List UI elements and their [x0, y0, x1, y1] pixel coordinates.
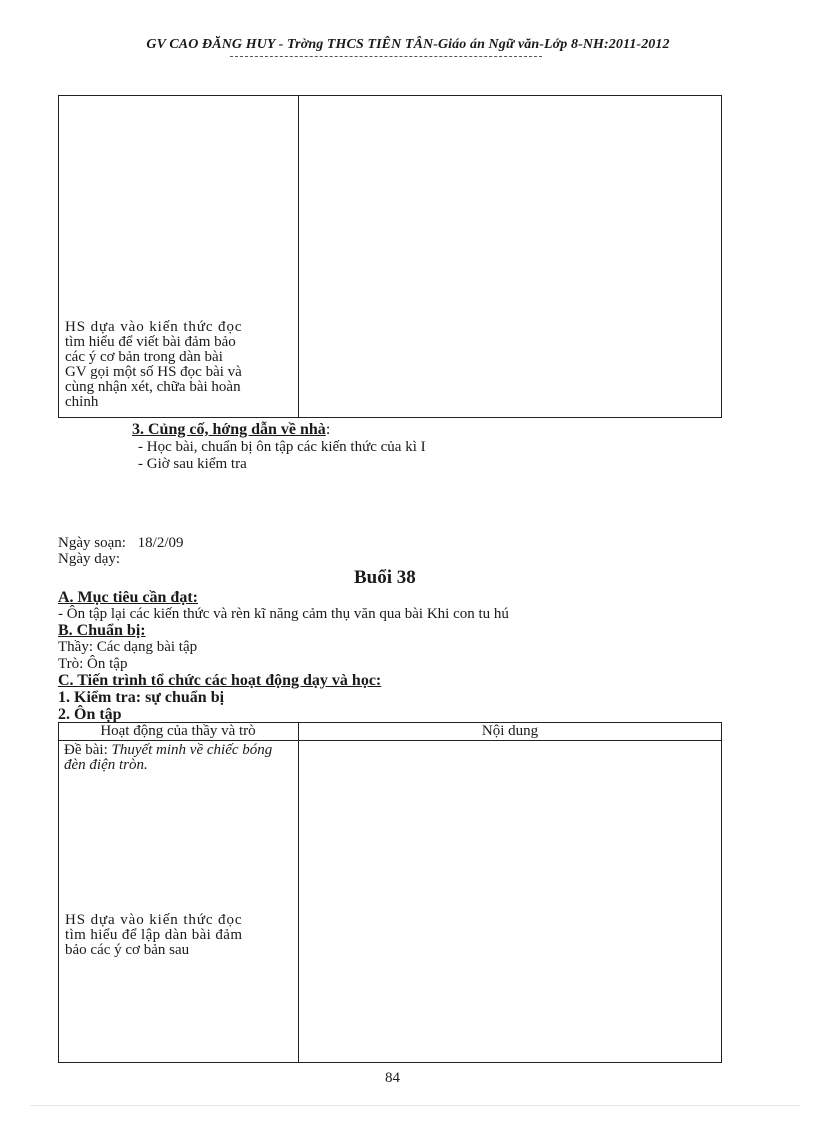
header-divider	[230, 56, 542, 57]
consolidate-colon: :	[325, 421, 331, 438]
prep-date-label: Ngày soạn:	[58, 535, 126, 551]
review-table-line: tìm hiểu để lập dàn bài đảm	[65, 927, 243, 943]
review-table-column-divider	[298, 722, 299, 1063]
footer-divider	[30, 1105, 800, 1106]
table-continued-line: chỉnh	[65, 394, 99, 410]
review-table-left-cell	[65, 913, 293, 958]
session-title: Buổi 38	[354, 567, 416, 588]
table-continued-line: GV gọi một số HS đọc bài và	[65, 364, 242, 380]
consolidate-heading-row	[132, 421, 330, 439]
section-c-review: 2. Ôn tập	[58, 706, 122, 723]
consolidate-heading: 3. Củng cố, hớng dẫn về nhà	[132, 421, 326, 438]
page-header: GV CAO ĐĂNG HUY - Trờng THCS TIÊN TÂN-Giáo án Ngữ văn-Lớp 8-NH:2011-2012	[146, 37, 670, 52]
prep-date-row	[58, 535, 184, 552]
review-table-topic	[64, 743, 292, 773]
section-a-text: - Ôn tập lại các kiến thức và rèn kĩ năng cảm thụ văn qua bài Khi con tu hú	[58, 606, 509, 622]
review-table-line: bảo các ý cơ bản sau	[65, 942, 190, 958]
page-number: 84	[385, 1070, 400, 1086]
prep-date-value: 18/2/09	[137, 535, 184, 551]
review-table-col1-header: Hoạt động của thầy và trò	[100, 723, 256, 739]
review-table-header-divider	[58, 740, 722, 741]
review-table	[58, 722, 722, 1063]
section-b-heading: B. Chuẩn bị:	[58, 622, 146, 639]
section-b-student: Trò: Ôn tập	[58, 656, 128, 672]
table-continued-line: tìm hiểu để viết bài đảm bảo	[65, 334, 236, 350]
teach-date-label: Ngày dạy:	[58, 551, 121, 567]
section-b-teacher: Thầy: Các dạng bài tập	[58, 639, 198, 655]
table-continued-column-divider	[298, 95, 299, 418]
section-a-heading: A. Mục tiêu cần đạt:	[58, 589, 198, 606]
table-continued-line: cùng nhận xét, chữa bài hoàn	[65, 379, 241, 395]
review-table-line: HS dựa vào kiến thức đọc	[65, 912, 243, 928]
section-c-heading: C. Tiến trình tổ chức các hoạt động dạy và học:	[58, 672, 382, 689]
consolidate-item: - Học bài, chuẩn bị ôn tập các kiến thức của kì I	[138, 439, 426, 455]
topic-text: Thuyết minh về chiếc bóng đèn điện tròn.	[64, 742, 273, 773]
table-continued-left-cell	[65, 320, 293, 410]
table-continued-line: HS dựa vào kiến thức đọc	[65, 319, 243, 335]
consolidate-item: - Giờ sau kiểm tra	[138, 456, 247, 472]
section-c-check: 1. Kiểm tra: sự chuẩn bị	[58, 689, 225, 706]
table-continued-line: các ý cơ bản trong dàn bài	[65, 349, 223, 365]
topic-label: Đề bài:	[64, 742, 112, 758]
review-table-col2-header: Nội dung	[481, 723, 539, 739]
